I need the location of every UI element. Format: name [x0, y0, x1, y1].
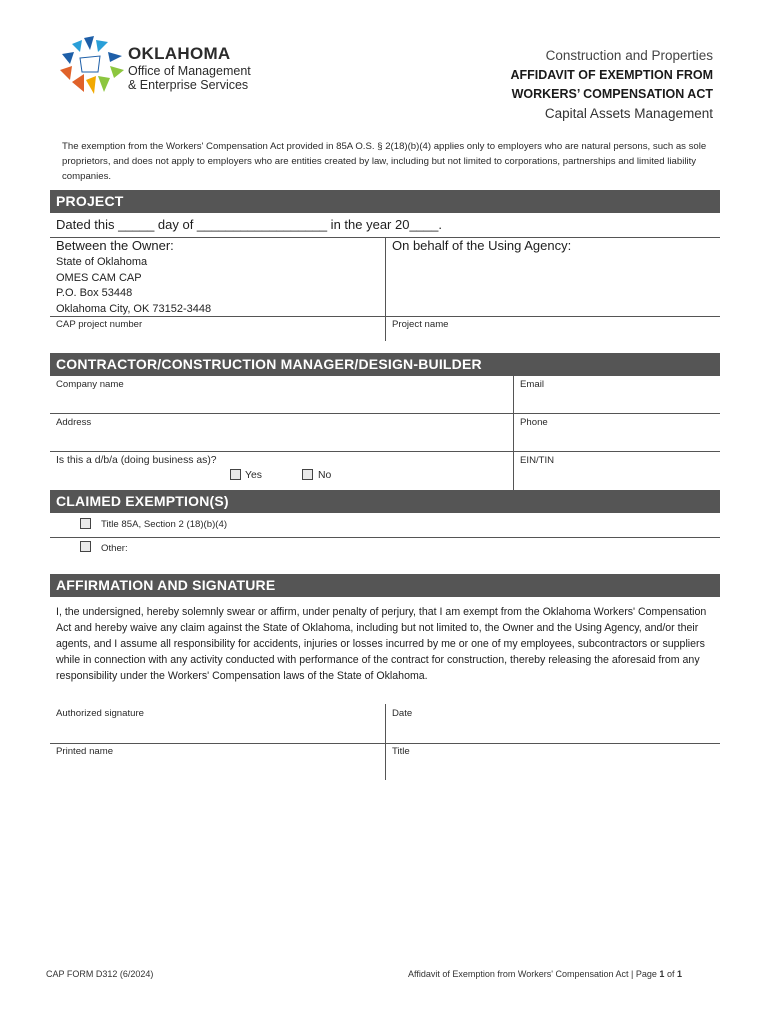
date-field[interactable]: Date: [392, 708, 413, 719]
org-state-name: OKLAHOMA: [128, 44, 231, 63]
divider: [50, 743, 720, 744]
owner-address-line: P.O. Box 53448: [56, 287, 133, 300]
owner-address: [56, 255, 211, 317]
agency-label[interactable]: On behalf of the Using Agency:: [392, 238, 572, 253]
footer-page-prefix: Page: [635, 969, 657, 979]
section-exemption-heading: CLAIMED EXEMPTION(S): [50, 490, 720, 513]
dba-yes-label: Yes: [245, 470, 262, 481]
exemption-other-label[interactable]: Other:: [101, 543, 128, 554]
address-field[interactable]: Address: [56, 417, 92, 428]
company-name-field[interactable]: Company name: [56, 379, 124, 390]
exemption-85a-checkbox[interactable]: [80, 518, 91, 529]
footer-page-current: 1: [659, 969, 665, 979]
email-field[interactable]: Email: [520, 379, 544, 390]
header-division: Capital Assets Management: [544, 106, 713, 121]
exemption-85a-label: Title 85A, Section 2 (18)(b)(4): [101, 519, 228, 530]
phone-field[interactable]: Phone: [520, 417, 548, 428]
printed-name-field[interactable]: Printed name: [56, 746, 114, 757]
owner-address-line: Oklahoma City, OK 73152-3448: [56, 302, 212, 315]
exemption-other-checkbox[interactable]: [80, 541, 91, 552]
dba-no-checkbox[interactable]: [302, 469, 313, 480]
title-field[interactable]: Title: [392, 746, 410, 757]
section-affirmation-heading: AFFIRMATION AND SIGNATURE: [50, 574, 720, 597]
dba-yes-checkbox[interactable]: [230, 469, 241, 480]
form-title-line1: AFFIDAVIT OF EXEMPTION FROM: [510, 68, 713, 82]
dba-no-label: No: [318, 470, 332, 481]
owner-address-line: OMES CAM CAP: [56, 271, 142, 284]
footer-page-total: 1: [676, 969, 682, 979]
divider: [50, 537, 720, 538]
footer-page-of: of: [666, 969, 675, 979]
footer-doc-info: [408, 969, 682, 979]
org-name-line1: Office of Management: [128, 64, 251, 78]
owner-label: Between the Owner:: [56, 238, 174, 253]
section-project-heading: PROJECT: [50, 190, 720, 213]
ein-tin-field[interactable]: EIN/TIN: [520, 455, 555, 466]
dba-question: Is this a d/b/a (doing business as)?: [56, 455, 217, 466]
dated-line[interactable]: Dated this _____ day of __________________ in the year 20____.: [56, 217, 442, 232]
divider: [385, 704, 386, 780]
divider: [513, 376, 514, 490]
header-subtitle: Construction and Properties: [545, 48, 713, 63]
owner-address-line: State of Oklahoma: [56, 256, 148, 268]
form-title-line2: WORKERS’ COMPENSATION ACT: [511, 87, 713, 101]
org-name-line2: & Enterprise Services: [128, 78, 249, 92]
authorized-signature-field[interactable]: Authorized signature: [56, 708, 144, 719]
footer-form-id: CAP FORM D312 (6/2024): [46, 969, 154, 979]
divider: [50, 413, 720, 414]
divider: [50, 316, 720, 317]
project-name-field[interactable]: Project name: [392, 319, 449, 330]
star-logo-icon: [58, 36, 130, 96]
divider: [50, 451, 720, 452]
omes-logo: [58, 36, 130, 96]
section-contractor-heading: CONTRACTOR/CONSTRUCTION MANAGER/DESIGN-BUILDER: [50, 353, 720, 376]
affirmation-text: I, the undersigned, hereby solemnly swear or affirm, under penalty of perjury, that I am exempt from the Oklahoma Workers' Compensation Act and hereby waive any claim against the State of Oklahoma, including but not limited to, the Owner and the Using Agency, and/or their agents, and I assume all responsibility for accidents, injuries or losses incurred by me or one of my employees, subcontractors or suppliers while in connection with any activity conducted with performance of the contract for construction, thereby releasing the aforesaid from any responsibility under the Workers' Compensation laws of the State of Oklahoma.: [56, 606, 707, 682]
footer-doc-name: Affidavit of Exemption from Workers' Compensation Act: [408, 969, 629, 979]
footer-separator: |: [631, 969, 636, 979]
intro-paragraph: The exemption from the Workers' Compensation Act provided in 85A O.S. § 2(18)(b)(4) applies only to employers who are natural persons, such as sole proprietors, and does not apply to employers who are entities created by law, including but not limited to corporations, partnerships and limited liability companies.: [62, 141, 707, 182]
divider: [385, 237, 386, 341]
cap-project-number-field[interactable]: CAP project number: [56, 319, 143, 330]
